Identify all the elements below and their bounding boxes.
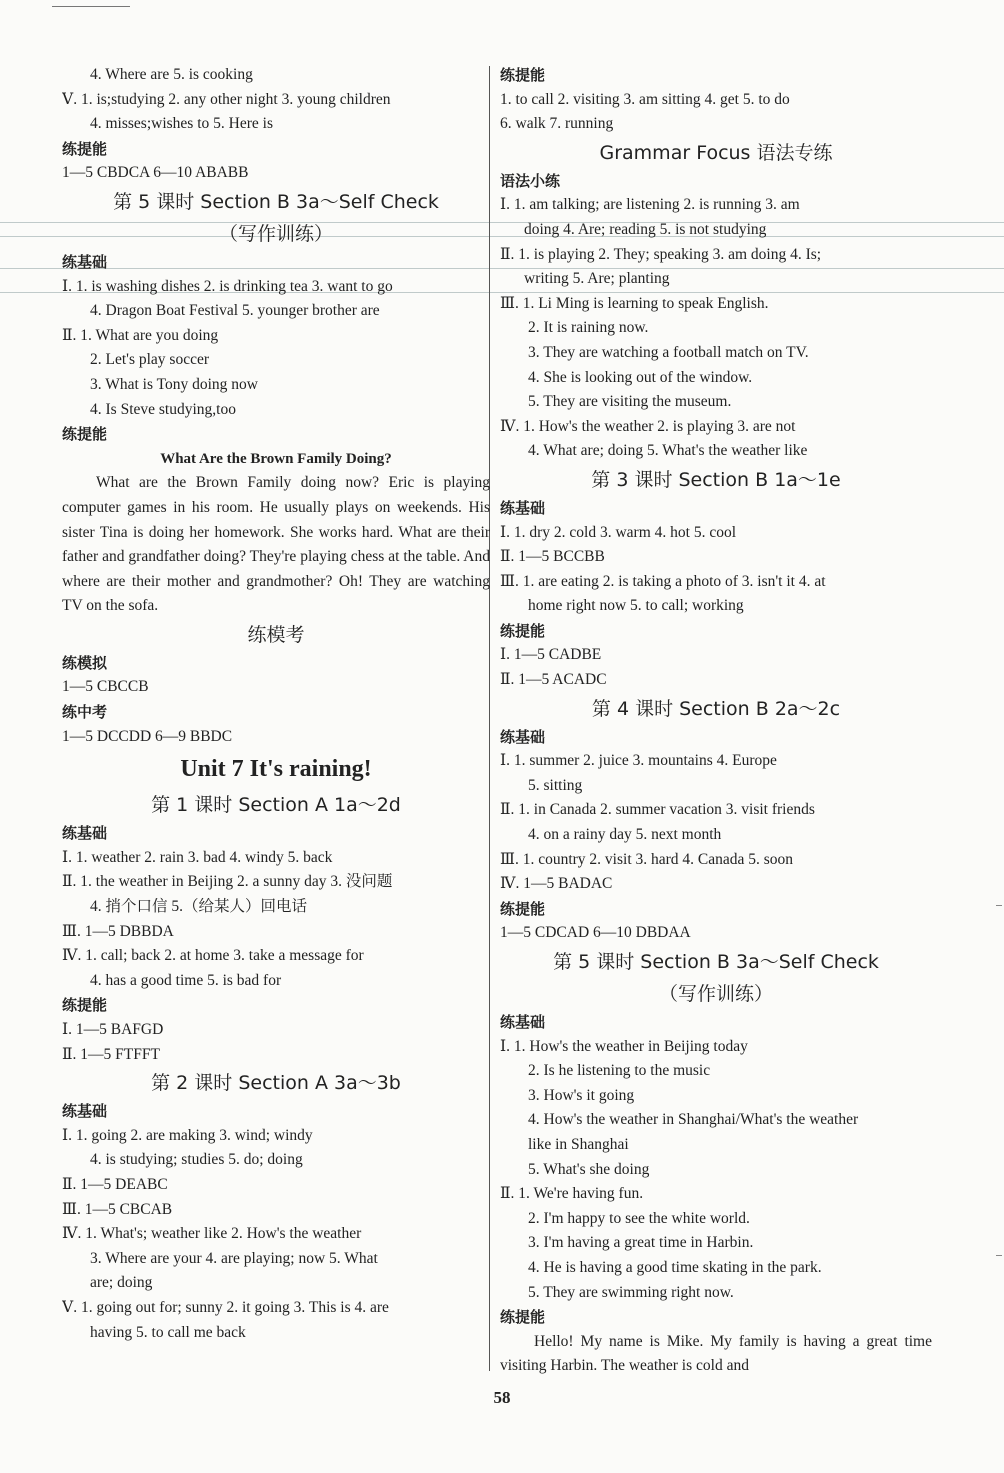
left-answer-line: Ⅱ. 1. What are you doing [62,326,219,344]
right-answer-line: 2. Is he listening to the music [528,1062,711,1080]
right-section-heading: Grammar Focus 语法专练 [599,141,833,164]
left-answer-line: 4. has a good time 5. is bad for [90,971,282,989]
right-answer-line: like in Shanghai [528,1135,629,1153]
margin-mark [996,1255,1002,1256]
right-answer-line: Ⅱ. 1. We're having fun. [500,1185,644,1203]
right-section-heading: 第 3 课时 Section B 1a～1e [591,468,841,491]
right-section-label: 练提能 [500,66,546,84]
left-section-label: 练基础 [62,824,108,843]
right-answer-line: 4. He is having a good time skating in the park. [528,1258,822,1276]
left-answer-line: 4. Dragon Boat Festival 5. younger brother are [90,302,380,320]
left-section-heading: 第 5 课时 Section B 3a～Self Check [113,190,439,213]
left-section-label: 练提能 [62,996,108,1015]
left-answer-line: having 5. to call me back [90,1323,246,1341]
right-answer-line: 4. on a rainy day 5. next month [528,826,722,844]
right-answer-line: 5. What's she doing [528,1160,650,1178]
right-answer-line: Ⅳ. 1. How's the weather 2. is playing 3. are not [500,417,796,435]
right-answer-line: Ⅱ. 1. in Canada 2. summer vacation 3. visit friends [500,801,815,819]
right-answer-line: Ⅳ. 1—5 BADAC [500,875,613,893]
left-section-label: 练中考 [62,703,108,722]
left-answer-line: 4. is studying; studies 5. do; doing [90,1151,303,1169]
left-answer-line: 2. Let's play soccer [90,351,209,369]
right-answer-line: 3. I'm having a great time in Harbin. [528,1234,754,1252]
right-section-label: 练基础 [500,498,546,517]
top-rule [52,6,130,7]
left-answer-line: are; doing [90,1274,153,1292]
left-answer-line: 4. 捎个口信 5.（给某人）回电话 [90,898,308,916]
right-section-heading: （写作训练） [658,983,773,1005]
right-section-label: 练基础 [500,727,546,746]
right-answer-line: 4. What are; doing 5. What's the weather like [528,442,808,460]
right-answer-line: 2. It is raining now. [528,319,649,337]
left-section-label: 练基础 [62,252,108,271]
left-answer-line: Ⅲ. 1—5 CBCAB [62,1200,173,1218]
right-answer-line: 1—5 CDCAD 6—10 DBDAA [500,924,691,942]
left-answer-line: 1—5 CBDCA 6—10 ABABB [62,164,249,182]
right-section-label: 语法小练 [500,171,561,190]
left-column [62,63,490,1345]
right-answer-line: Ⅱ. 1—5 BCCBB [500,548,605,566]
left-section-heading: 第 2 课时 Section A 3a～3b [151,1072,401,1095]
right-answer-line: 1. to call 2. visiting 3. am sitting 4. get 5. to do [500,90,790,108]
right-answer-line: 3. How's it going [528,1086,635,1104]
left-answer-line: Ⅴ. 1. is;studying 2. any other night 3. young children [62,90,391,108]
right-section-heading: 第 4 课时 Section B 2a～2c [591,697,841,720]
right-answer-line: Ⅲ. 1. Li Ming is learning to speak English. [500,294,769,312]
right-section-label: 练提能 [500,899,546,918]
left-answer-line: Ⅱ. 1—5 FTFFT [62,1045,160,1063]
right-answer-line: Ⅱ. 1. is playing 2. They; speaking 3. am doing 4. Is; [500,245,822,263]
left-section-heading: Unit 7 It's raining! [180,756,372,783]
right-answer-line: 6. walk 7. running [500,115,614,133]
left-section-heading: 第 1 课时 Section A 1a～2d [151,794,401,817]
left-answer-line: 3. Where are your 4. are playing; now 5. What [90,1249,378,1267]
right-answer-line: Ⅰ. 1. How's the weather in Beijing today [500,1037,748,1055]
right-answer-line: 4. How's the weather in Shanghai/What's the weather [528,1111,859,1129]
left-answer-line: Ⅳ. 1. call; back 2. at home 3. take a message for [62,947,364,965]
right-answer-line: doing 4. Are; reading 5. is not studying [524,220,767,238]
right-answer-line: 5. They are swimming right now. [528,1283,734,1301]
right-answer-line: writing 5. Are; planting [524,270,670,288]
right-answer-line: 5. They are visiting the museum. [528,393,732,411]
left-section-label: 练基础 [62,1102,108,1121]
left-answer-line: 4. Where are 5. is cooking [90,66,253,83]
left-answer-line: Ⅱ. 1—5 DEABC [62,1175,168,1193]
right-answer-line: 4. She is looking out of the window. [528,368,753,386]
left-answer-line: Ⅱ. 1. the weather in Beijing 2. a sunny day 3. 没问题 [62,873,393,891]
left-answer-line: Ⅰ. 1. weather 2. rain 3. bad 4. windy 5. back [62,848,333,866]
left-answer-line: 3. What is Tony doing now [90,375,258,393]
left-answer-line: Ⅰ. 1. is washing dishes 2. is drinking tea 3. want to go [62,277,393,295]
right-answer-line: Ⅰ. 1. summer 2. juice 3. mountains 4. Europe [500,752,777,770]
left-answer-line: 1—5 CBCCB [62,678,149,696]
right-answer-line: Ⅰ. 1. dry 2. cold 3. warm 4. hot 5. cool [500,523,737,541]
left-answer-line: 4. Is Steve studying,too [90,400,236,418]
left-section-heading: （写作训练） [218,222,333,245]
right-answer-line: 2. I'm happy to see the white world. [528,1209,750,1227]
left-answer-line: Ⅰ. 1—5 BAFGD [62,1021,164,1038]
left-section-label: 练模拟 [62,653,108,672]
right-section-label: 练提能 [500,1308,546,1327]
right-answer-line: home right now 5. to call; working [528,597,744,615]
right-answer-line: Ⅱ. 1—5 ACADC [500,671,607,689]
left-answer-line: Ⅰ. 1. going 2. are making 3. wind; windy [62,1126,313,1144]
left-answer-line: Ⅳ. 1. What's; weather like 2. How's the weather [62,1225,362,1243]
right-answer-line: Ⅰ. 1—5 CADBE [500,646,602,664]
right-answer-line: Ⅰ. 1. am talking; are listening 2. is running 3. am [500,196,800,214]
right-answer-line: 3. They are watching a football match on TV. [528,343,809,361]
left-section-heading: 练模考 [247,623,305,646]
right-paragraph: Hello! My name is Mike. My family is having a great time visiting Harbin. The weather is cold and [500,1332,932,1375]
left-answer-line: 4. misses;wishes to 5. Here is [90,115,273,133]
left-answer-line: 1—5 DCCDD 6—9 BBDC [62,727,233,745]
margin-mark [996,905,1002,906]
left-section-label: 练提能 [62,139,108,158]
right-column [500,63,932,1379]
right-answer-line: 5. sitting [528,776,583,794]
right-section-heading: 第 5 课时 Section B 3a～Self Check [553,951,879,973]
page-number: 58 [493,1388,511,1407]
right-answer-line: Ⅲ. 1. country 2. visit 3. hard 4. Canada 5. soon [500,850,794,868]
left-answer-line: Ⅴ. 1. going out for; sunny 2. it going 3. This is 4. are [62,1298,389,1316]
left-paragraph: What are the Brown Family doing now? Eric is playing computer games in his room. He usually plays on weekends. His sister Tina is doing her homework. She works hard. What are their father and grandfather doing? They're playing chess at the table. And where are their mother and grandmother? Oh! They are watching TV on the sofa. [62,474,490,615]
left-answer-line: Ⅲ. 1—5 DBBDA [62,922,174,940]
left-section-label: 练提能 [62,425,108,444]
right-section-label: 练基础 [500,1013,546,1031]
right-answer-line: Ⅲ. 1. are eating 2. is taking a photo of 3. isn't it 4. at [500,572,826,590]
right-section-label: 练提能 [500,621,546,640]
left-section-heading: What Are the Brown Family Doing? [160,450,392,467]
